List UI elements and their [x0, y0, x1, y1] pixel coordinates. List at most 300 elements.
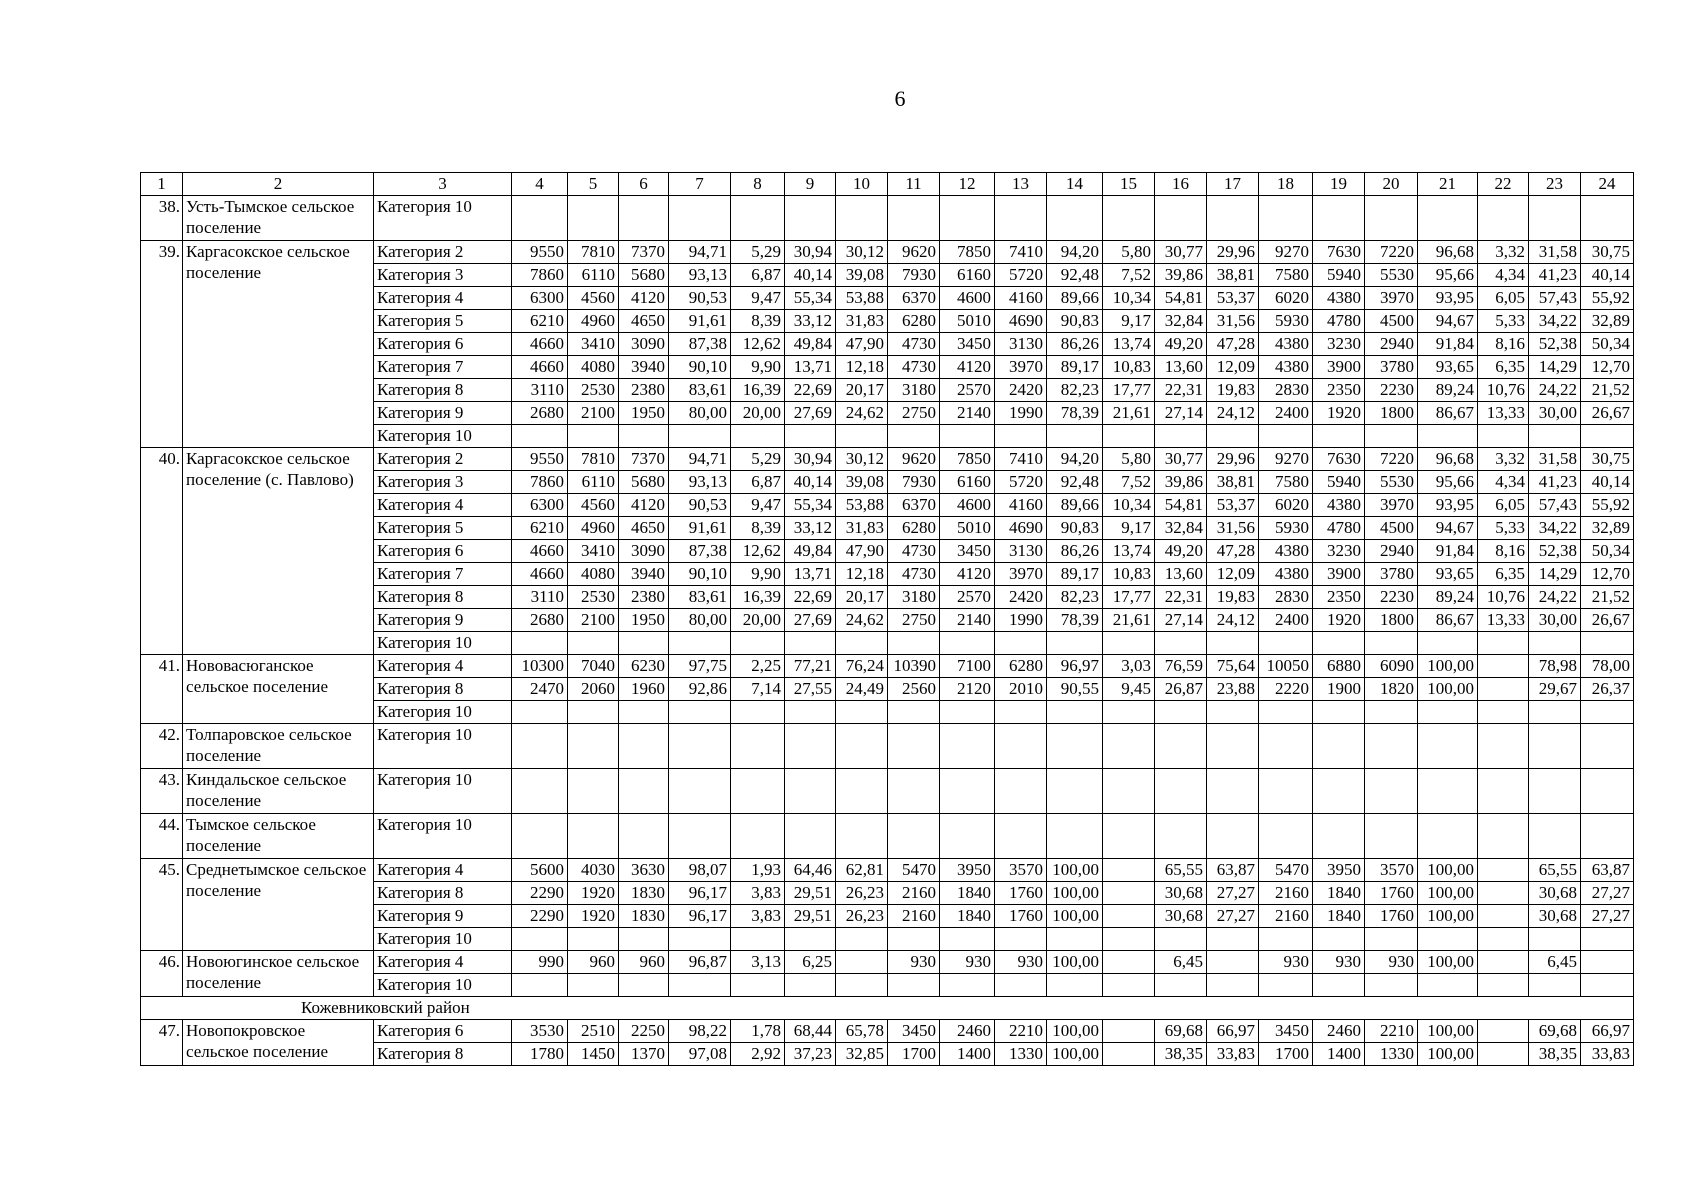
column-header: 9 — [785, 173, 836, 196]
value-cell: 87,38 — [669, 333, 731, 356]
value-cell — [619, 724, 669, 769]
value-cell — [568, 814, 619, 859]
value-cell: 4380 — [1313, 287, 1365, 310]
value-cell — [1155, 928, 1207, 951]
value-cell: 1900 — [1313, 678, 1365, 701]
value-cell — [995, 928, 1047, 951]
value-cell: 100,00 — [1047, 859, 1103, 882]
page-number: 6 — [894, 86, 906, 111]
value-cell: 100,00 — [1418, 882, 1478, 905]
value-cell — [1478, 701, 1529, 724]
value-cell: 960 — [619, 951, 669, 974]
value-cell — [1047, 724, 1103, 769]
value-cell: 4080 — [568, 356, 619, 379]
value-cell: 7410 — [995, 448, 1047, 471]
value-cell: 9,90 — [731, 563, 785, 586]
value-cell: 91,61 — [669, 310, 731, 333]
value-cell: 10,76 — [1478, 379, 1529, 402]
value-cell: 4380 — [1259, 356, 1313, 379]
value-cell: 13,60 — [1155, 563, 1207, 586]
value-cell: 38,81 — [1207, 264, 1259, 287]
value-cell: 3,83 — [731, 905, 785, 928]
value-cell: 960 — [568, 951, 619, 974]
value-cell: 5,29 — [731, 241, 785, 264]
value-cell — [731, 814, 785, 859]
value-cell: 1760 — [1365, 905, 1418, 928]
value-cell: 2530 — [568, 379, 619, 402]
value-cell: 4660 — [512, 563, 568, 586]
value-cell — [940, 724, 995, 769]
value-cell — [785, 724, 836, 769]
settlement-name: Тымское сельское поселение — [183, 814, 374, 859]
value-cell: 93,95 — [1418, 287, 1478, 310]
value-cell: 55,34 — [785, 494, 836, 517]
value-cell: 30,00 — [1529, 402, 1581, 425]
value-cell — [1155, 724, 1207, 769]
value-cell: 86,67 — [1418, 609, 1478, 632]
value-cell: 20,17 — [836, 379, 888, 402]
value-cell: 92,48 — [1047, 471, 1103, 494]
value-cell: 78,39 — [1047, 402, 1103, 425]
value-cell: 96,17 — [669, 905, 731, 928]
value-cell — [1478, 655, 1529, 678]
value-cell: 47,90 — [836, 333, 888, 356]
value-cell: 2940 — [1365, 540, 1418, 563]
value-cell: 54,81 — [1155, 494, 1207, 517]
value-cell: 1990 — [995, 609, 1047, 632]
value-cell: 100,00 — [1047, 882, 1103, 905]
value-cell: 930 — [1313, 951, 1365, 974]
value-cell: 90,55 — [1047, 678, 1103, 701]
settlement-name: Усть-Тымское сельское поселение — [183, 196, 374, 241]
value-cell: 12,09 — [1207, 563, 1259, 586]
settlement-name: Толпаровское сельское поселение — [183, 724, 374, 769]
value-cell: 33,83 — [1581, 1043, 1634, 1066]
category-cell: Категория 7 — [374, 356, 512, 379]
value-cell: 31,56 — [1207, 517, 1259, 540]
value-cell — [568, 425, 619, 448]
value-cell: 2160 — [888, 905, 940, 928]
value-cell: 31,83 — [836, 310, 888, 333]
value-cell: 76,24 — [836, 655, 888, 678]
value-cell: 39,08 — [836, 471, 888, 494]
value-cell: 54,81 — [1155, 287, 1207, 310]
value-cell — [1529, 632, 1581, 655]
value-cell — [1529, 814, 1581, 859]
value-cell — [669, 769, 731, 814]
value-cell — [1155, 814, 1207, 859]
category-cell: Категория 8 — [374, 586, 512, 609]
value-cell: 4080 — [568, 563, 619, 586]
value-cell: 3570 — [1365, 859, 1418, 882]
value-cell — [1155, 769, 1207, 814]
value-cell: 6370 — [888, 287, 940, 310]
value-cell: 63,87 — [1207, 859, 1259, 882]
value-cell — [669, 974, 731, 997]
value-cell: 4600 — [940, 494, 995, 517]
value-cell: 2220 — [1259, 678, 1313, 701]
value-cell: 26,67 — [1581, 609, 1634, 632]
value-cell: 4730 — [888, 356, 940, 379]
value-cell: 2830 — [1259, 586, 1313, 609]
value-cell — [1478, 425, 1529, 448]
value-cell — [785, 632, 836, 655]
value-cell — [1313, 632, 1365, 655]
value-cell — [1313, 724, 1365, 769]
value-cell — [888, 814, 940, 859]
value-cell: 96,87 — [669, 951, 731, 974]
value-cell — [1259, 974, 1313, 997]
value-cell: 5470 — [1259, 859, 1313, 882]
value-cell — [1103, 951, 1155, 974]
value-cell: 62,81 — [836, 859, 888, 882]
value-cell: 1400 — [940, 1043, 995, 1066]
value-cell: 69,68 — [1529, 1020, 1581, 1043]
value-cell: 75,64 — [1207, 655, 1259, 678]
value-cell: 100,00 — [1047, 1043, 1103, 1066]
value-cell: 13,60 — [1155, 356, 1207, 379]
category-cell: Категория 10 — [374, 928, 512, 951]
value-cell: 100,00 — [1418, 678, 1478, 701]
column-header: 11 — [888, 173, 940, 196]
value-cell — [888, 632, 940, 655]
value-cell: 7580 — [1259, 471, 1313, 494]
value-cell: 4,34 — [1478, 471, 1529, 494]
value-cell — [1103, 814, 1155, 859]
value-cell: 2060 — [568, 678, 619, 701]
value-cell: 22,31 — [1155, 379, 1207, 402]
value-cell: 930 — [1365, 951, 1418, 974]
value-cell: 30,94 — [785, 241, 836, 264]
value-cell: 9,17 — [1103, 310, 1155, 333]
value-cell — [888, 701, 940, 724]
value-cell: 7860 — [512, 264, 568, 287]
value-cell: 32,84 — [1155, 517, 1207, 540]
value-cell: 2750 — [888, 609, 940, 632]
value-cell — [785, 769, 836, 814]
value-cell: 49,20 — [1155, 333, 1207, 356]
value-cell: 38,35 — [1155, 1043, 1207, 1066]
value-cell: 96,97 — [1047, 655, 1103, 678]
value-cell: 27,27 — [1581, 905, 1634, 928]
column-header: 19 — [1313, 173, 1365, 196]
value-cell: 1800 — [1365, 402, 1418, 425]
value-cell: 2570 — [940, 379, 995, 402]
value-cell: 6300 — [512, 287, 568, 310]
value-cell: 5,80 — [1103, 241, 1155, 264]
value-cell: 90,53 — [669, 287, 731, 310]
value-cell: 7,52 — [1103, 471, 1155, 494]
value-cell: 3900 — [1313, 356, 1365, 379]
category-cell: Категория 3 — [374, 471, 512, 494]
value-cell — [731, 928, 785, 951]
value-cell — [1207, 196, 1259, 241]
column-header: 20 — [1365, 173, 1418, 196]
value-cell: 77,21 — [785, 655, 836, 678]
value-cell: 95,66 — [1418, 264, 1478, 287]
value-cell: 31,58 — [1529, 448, 1581, 471]
value-cell: 47,28 — [1207, 540, 1259, 563]
value-cell: 100,00 — [1418, 951, 1478, 974]
value-cell: 49,84 — [785, 333, 836, 356]
value-cell: 1700 — [888, 1043, 940, 1066]
value-cell: 4690 — [995, 310, 1047, 333]
value-cell: 5720 — [995, 264, 1047, 287]
value-cell: 7850 — [940, 241, 995, 264]
value-cell: 5600 — [512, 859, 568, 882]
value-cell — [995, 769, 1047, 814]
value-cell: 7930 — [888, 264, 940, 287]
value-cell — [1418, 196, 1478, 241]
value-cell: 1840 — [940, 882, 995, 905]
category-cell: Категория 4 — [374, 859, 512, 882]
value-cell: 3230 — [1313, 540, 1365, 563]
value-cell: 6370 — [888, 494, 940, 517]
value-cell: 2100 — [568, 609, 619, 632]
value-cell — [995, 632, 1047, 655]
value-cell: 13,74 — [1103, 333, 1155, 356]
value-cell: 2560 — [888, 678, 940, 701]
value-cell — [669, 425, 731, 448]
value-cell — [995, 196, 1047, 241]
value-cell: 2140 — [940, 609, 995, 632]
value-cell — [1581, 701, 1634, 724]
value-cell — [1207, 425, 1259, 448]
value-cell — [785, 928, 836, 951]
value-cell — [1529, 196, 1581, 241]
value-cell — [1529, 974, 1581, 997]
table-row — [141, 448, 1634, 471]
value-cell: 64,46 — [785, 859, 836, 882]
value-cell: 13,71 — [785, 356, 836, 379]
value-cell — [1365, 196, 1418, 241]
value-cell: 7220 — [1365, 448, 1418, 471]
value-cell: 2,92 — [731, 1043, 785, 1066]
column-header: 2 — [183, 173, 374, 196]
value-cell: 89,66 — [1047, 494, 1103, 517]
value-cell: 94,20 — [1047, 448, 1103, 471]
value-cell: 4660 — [512, 356, 568, 379]
value-cell: 34,22 — [1529, 310, 1581, 333]
value-cell: 6230 — [619, 655, 669, 678]
value-cell: 100,00 — [1418, 655, 1478, 678]
value-cell: 6300 — [512, 494, 568, 517]
value-cell: 20,00 — [731, 402, 785, 425]
value-cell: 6,05 — [1478, 494, 1529, 517]
value-cell — [1365, 814, 1418, 859]
value-cell: 930 — [888, 951, 940, 974]
value-cell: 3950 — [940, 859, 995, 882]
value-cell: 90,83 — [1047, 517, 1103, 540]
value-cell: 7630 — [1313, 241, 1365, 264]
value-cell: 2010 — [995, 678, 1047, 701]
value-cell: 2230 — [1365, 379, 1418, 402]
value-cell: 94,71 — [669, 448, 731, 471]
value-cell: 29,96 — [1207, 241, 1259, 264]
value-cell — [995, 814, 1047, 859]
value-cell: 94,67 — [1418, 310, 1478, 333]
value-cell: 3110 — [512, 379, 568, 402]
value-cell: 9,47 — [731, 287, 785, 310]
column-header: 24 — [1581, 173, 1634, 196]
value-cell: 24,49 — [836, 678, 888, 701]
value-cell: 1780 — [512, 1043, 568, 1066]
value-cell: 7410 — [995, 241, 1047, 264]
value-cell — [1529, 724, 1581, 769]
value-cell — [1365, 769, 1418, 814]
value-cell: 6280 — [888, 517, 940, 540]
value-cell: 3,32 — [1478, 448, 1529, 471]
value-cell: 83,61 — [669, 586, 731, 609]
category-cell: Категория 2 — [374, 448, 512, 471]
value-cell: 6,25 — [785, 951, 836, 974]
column-header: 21 — [1418, 173, 1478, 196]
value-cell: 27,27 — [1207, 882, 1259, 905]
value-cell — [1259, 724, 1313, 769]
column-header: 7 — [669, 173, 731, 196]
column-header: 5 — [568, 173, 619, 196]
value-cell: 100,00 — [1047, 1020, 1103, 1043]
value-cell: 32,89 — [1581, 517, 1634, 540]
table-row — [141, 951, 1634, 974]
value-cell: 57,43 — [1529, 287, 1581, 310]
value-cell — [1418, 632, 1478, 655]
value-cell — [731, 701, 785, 724]
value-cell: 7860 — [512, 471, 568, 494]
value-cell: 6,45 — [1155, 951, 1207, 974]
category-cell: Категория 9 — [374, 402, 512, 425]
value-cell: 2,25 — [731, 655, 785, 678]
value-cell: 32,84 — [1155, 310, 1207, 333]
value-cell: 90,10 — [669, 563, 731, 586]
value-cell — [1529, 928, 1581, 951]
category-cell: Категория 7 — [374, 563, 512, 586]
value-cell: 2160 — [888, 882, 940, 905]
value-cell: 2400 — [1259, 402, 1313, 425]
value-cell: 96,68 — [1418, 241, 1478, 264]
settlement-name: Новопокровское сельское поселение — [183, 1020, 374, 1066]
value-cell: 4120 — [940, 356, 995, 379]
value-cell: 30,00 — [1529, 609, 1581, 632]
value-cell: 39,86 — [1155, 471, 1207, 494]
value-cell: 7930 — [888, 471, 940, 494]
table-row — [141, 1020, 1634, 1043]
value-cell — [1155, 974, 1207, 997]
value-cell: 2570 — [940, 586, 995, 609]
value-cell: 12,70 — [1581, 356, 1634, 379]
value-cell: 40,14 — [1581, 264, 1634, 287]
value-cell: 86,26 — [1047, 333, 1103, 356]
value-cell: 12,62 — [731, 333, 785, 356]
value-cell — [836, 724, 888, 769]
category-cell: Категория 10 — [374, 769, 512, 814]
settlement-name: Киндальское сельское поселение — [183, 769, 374, 814]
column-header: 15 — [1103, 173, 1155, 196]
value-cell — [1259, 928, 1313, 951]
category-cell: Категория 8 — [374, 678, 512, 701]
value-cell: 19,83 — [1207, 586, 1259, 609]
value-cell: 2470 — [512, 678, 568, 701]
value-cell: 1920 — [568, 882, 619, 905]
value-cell — [1581, 928, 1634, 951]
value-cell: 7580 — [1259, 264, 1313, 287]
value-cell: 1920 — [1313, 402, 1365, 425]
table-row — [141, 814, 1634, 859]
value-cell: 7370 — [619, 448, 669, 471]
value-cell: 4120 — [619, 287, 669, 310]
column-header: 12 — [940, 173, 995, 196]
value-cell — [1365, 928, 1418, 951]
value-cell — [1478, 196, 1529, 241]
value-cell — [1103, 632, 1155, 655]
value-cell: 2750 — [888, 402, 940, 425]
category-cell: Категория 10 — [374, 974, 512, 997]
value-cell: 4,34 — [1478, 264, 1529, 287]
category-cell: Категория 10 — [374, 425, 512, 448]
value-cell — [1418, 724, 1478, 769]
value-cell: 3970 — [995, 563, 1047, 586]
value-cell: 10,76 — [1478, 586, 1529, 609]
value-cell: 53,37 — [1207, 494, 1259, 517]
value-cell: 100,00 — [1047, 951, 1103, 974]
value-cell — [512, 814, 568, 859]
value-cell: 2350 — [1313, 379, 1365, 402]
value-cell: 78,98 — [1529, 655, 1581, 678]
value-cell: 4600 — [940, 287, 995, 310]
value-cell — [1365, 701, 1418, 724]
value-cell: 38,81 — [1207, 471, 1259, 494]
value-cell: 4650 — [619, 517, 669, 540]
value-cell: 4660 — [512, 540, 568, 563]
value-cell: 8,39 — [731, 310, 785, 333]
value-cell — [1313, 196, 1365, 241]
value-cell — [1581, 951, 1634, 974]
value-cell: 10,83 — [1103, 356, 1155, 379]
value-cell: 7850 — [940, 448, 995, 471]
value-cell — [836, 701, 888, 724]
value-cell — [669, 928, 731, 951]
value-cell: 30,12 — [836, 448, 888, 471]
value-cell: 39,86 — [1155, 264, 1207, 287]
value-cell — [1418, 769, 1478, 814]
value-cell: 94,71 — [669, 241, 731, 264]
value-cell: 65,55 — [1155, 859, 1207, 882]
value-cell — [836, 974, 888, 997]
column-header: 4 — [512, 173, 568, 196]
value-cell: 80,00 — [669, 609, 731, 632]
value-cell — [568, 196, 619, 241]
value-cell: 20,17 — [836, 586, 888, 609]
value-cell: 930 — [995, 951, 1047, 974]
value-cell: 2420 — [995, 586, 1047, 609]
value-cell: 3180 — [888, 586, 940, 609]
value-cell — [888, 724, 940, 769]
value-cell: 1800 — [1365, 609, 1418, 632]
value-cell — [731, 196, 785, 241]
value-cell: 82,23 — [1047, 586, 1103, 609]
value-cell: 3450 — [888, 1020, 940, 1043]
value-cell: 30,68 — [1155, 905, 1207, 928]
value-cell — [731, 724, 785, 769]
value-cell: 2210 — [1365, 1020, 1418, 1043]
value-cell: 89,24 — [1418, 379, 1478, 402]
settlement-name: Каргасокское сельское поселение (с. Павлово) — [183, 448, 374, 655]
value-cell: 6110 — [568, 471, 619, 494]
value-cell — [1103, 882, 1155, 905]
category-cell: Категория 8 — [374, 882, 512, 905]
value-cell — [568, 632, 619, 655]
value-cell — [836, 196, 888, 241]
